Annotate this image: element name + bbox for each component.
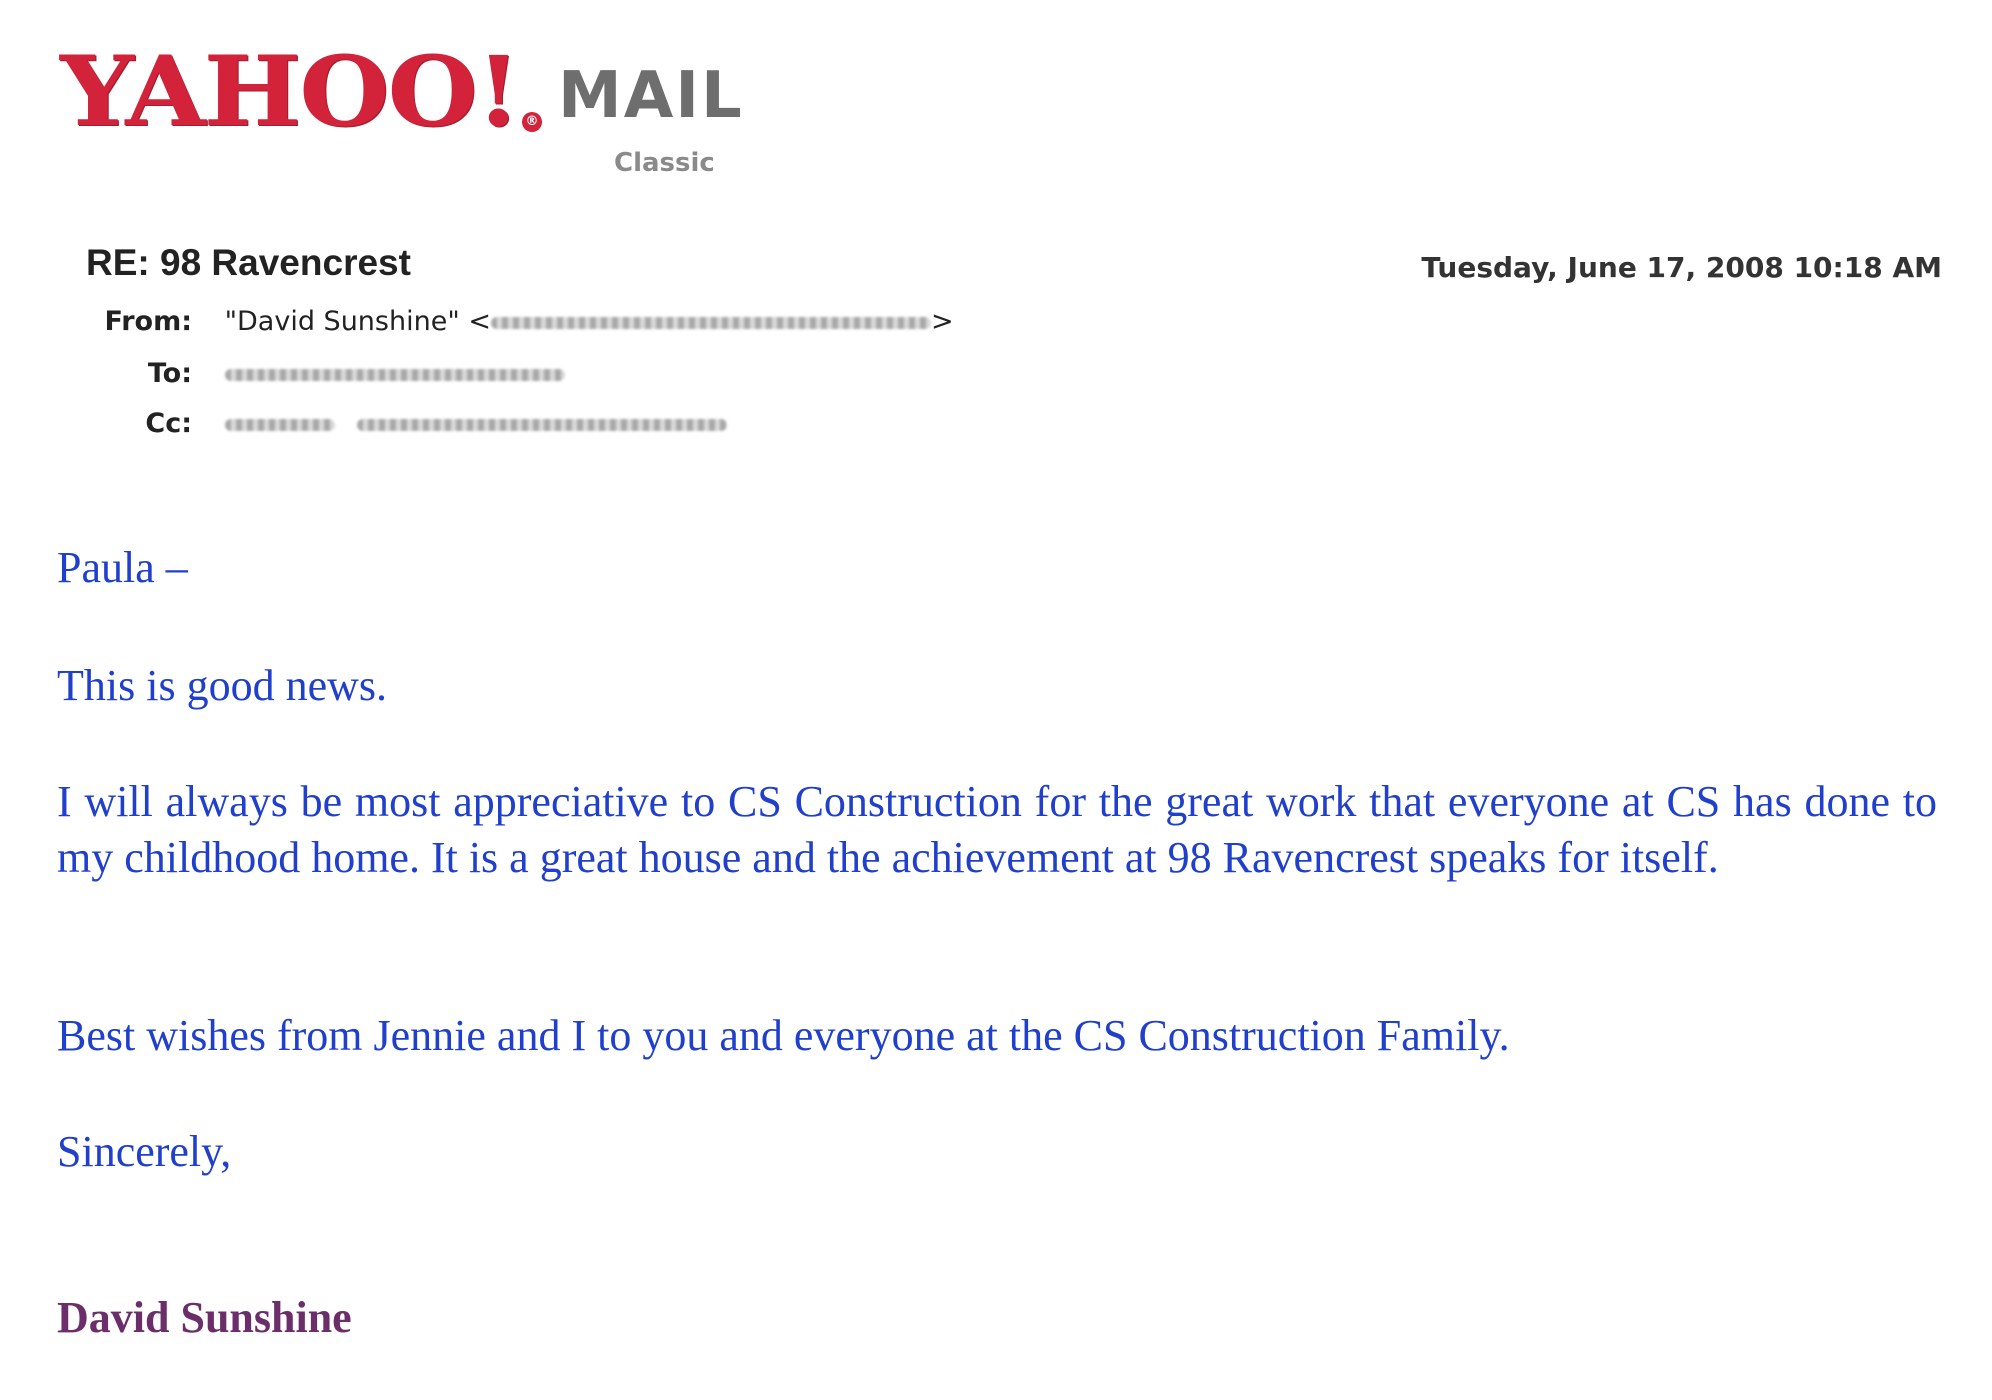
- redacted-from-email: [491, 317, 931, 329]
- redacted-cc-name: [225, 419, 335, 431]
- body-line: This is good news.: [57, 661, 387, 710]
- from-name: "David Sunshine": [224, 306, 460, 337]
- body-paragraph: I will always be most appreciative to CS Construction for the great work that everyone at CS has done to my childhood home. It is a great house and the achievement at 98 Ravencrest speaks for itself.: [57, 777, 1937, 882]
- cc-value: [225, 406, 728, 442]
- redacted-to-email: [225, 369, 565, 381]
- message-date: Tuesday, June 17, 2008 10:18 AM: [1421, 251, 1942, 284]
- to-value: [225, 356, 565, 392]
- from-email-open: <: [468, 306, 491, 337]
- redacted-cc-email: [357, 419, 727, 431]
- to-row: [60, 356, 565, 392]
- yahoo-wordmark: YAHOO!: [60, 35, 519, 148]
- mail-wordmark: MAIL: [558, 59, 744, 133]
- message-subject: RE: 98 Ravencrest: [86, 242, 411, 283]
- classic-label: Classic: [614, 148, 715, 178]
- registered-mark: ®: [522, 112, 542, 132]
- signature: David Sunshine: [57, 1293, 352, 1342]
- yahoo-mail-logo: [60, 35, 744, 178]
- best-wishes-line: Best wishes from Jennie and I to you and everyone at the CS Construction Family.: [57, 1011, 1510, 1060]
- from-row: [60, 304, 954, 340]
- greeting: Paula –: [57, 543, 188, 592]
- from-label: From:: [104, 306, 192, 337]
- cc-label: Cc:: [145, 408, 192, 439]
- from-value: [225, 304, 954, 340]
- cc-row: [60, 406, 727, 442]
- closing: Sincerely,: [57, 1127, 232, 1176]
- from-email-close: >: [930, 306, 954, 337]
- to-label: To:: [147, 358, 192, 389]
